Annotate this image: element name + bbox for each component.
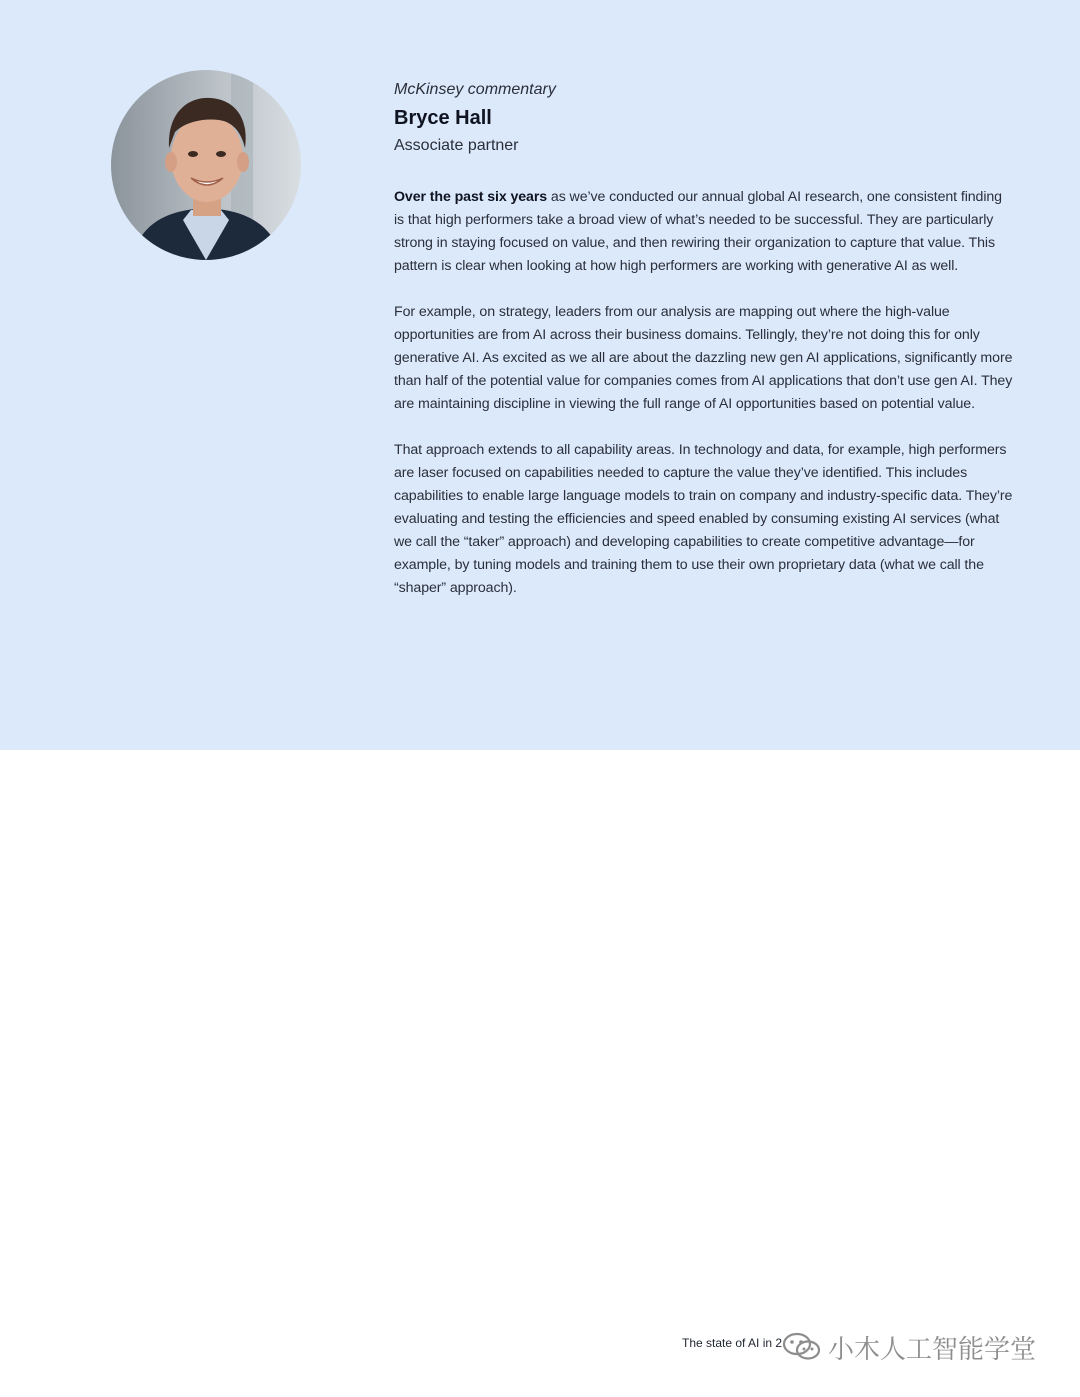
paragraph-text: For example, on strategy, leaders from our analysis are mapping out where the high-value opportunities are from AI across their business domains. Tellingly, they’re not doing this for only generative AI. As excited as we all are about the dazzling new gen AI applications, significantly more than half of the potential value for companies comes from AI applications that don’t use gen AI. They are maintaining discipline in viewing the full range of AI opportunities based on potential value. <box>394 304 1013 412</box>
person-photo-icon <box>111 70 301 260</box>
commentary-content <box>394 78 1014 623</box>
author-name: Bryce Hall <box>394 107 492 129</box>
paragraph-3 <box>394 439 1014 600</box>
paragraph-2 <box>394 301 1014 416</box>
commentary-body <box>394 186 1014 600</box>
author-role: Associate partner <box>394 137 519 154</box>
wechat-icon <box>782 1331 822 1363</box>
commentary-eyebrow: McKinsey commentary <box>394 81 556 98</box>
paragraph-text: That approach extends to all capability areas. In technology and data, for example, high performers are laser focused on capabilities needed to capture the value they’ve identified. This includes capabilities to enable large language models to train on company and industry-specific data. They’re evaluating and testing the efficiencies and speed enabled by consuming existing AI services (what we call the “taker” approach) and developing capabilities to create competitive advantage—for example, by tuning models and training them to use their own proprietary data (what we call the “shaper” approach). <box>394 442 1013 596</box>
paragraph-1 <box>394 186 1014 278</box>
page-footer: The state of AI in 2 <box>682 1336 783 1350</box>
paragraph-lead: Over the past six years <box>394 189 548 205</box>
portrait-photo <box>111 70 301 260</box>
watermark <box>782 1330 1036 1364</box>
watermark-text: 小木人工智能学堂 <box>828 1334 1037 1365</box>
paragraph-text: as we’ve conducted our annual global AI research, one consistent finding is that high performers take a broad view of what’s needed to be successful. They are particularly strong in staying focused on value, and then rewiring their organization to capture that value. This pattern is clear when looking at how high performers are working with generative AI as well. <box>394 189 1002 274</box>
